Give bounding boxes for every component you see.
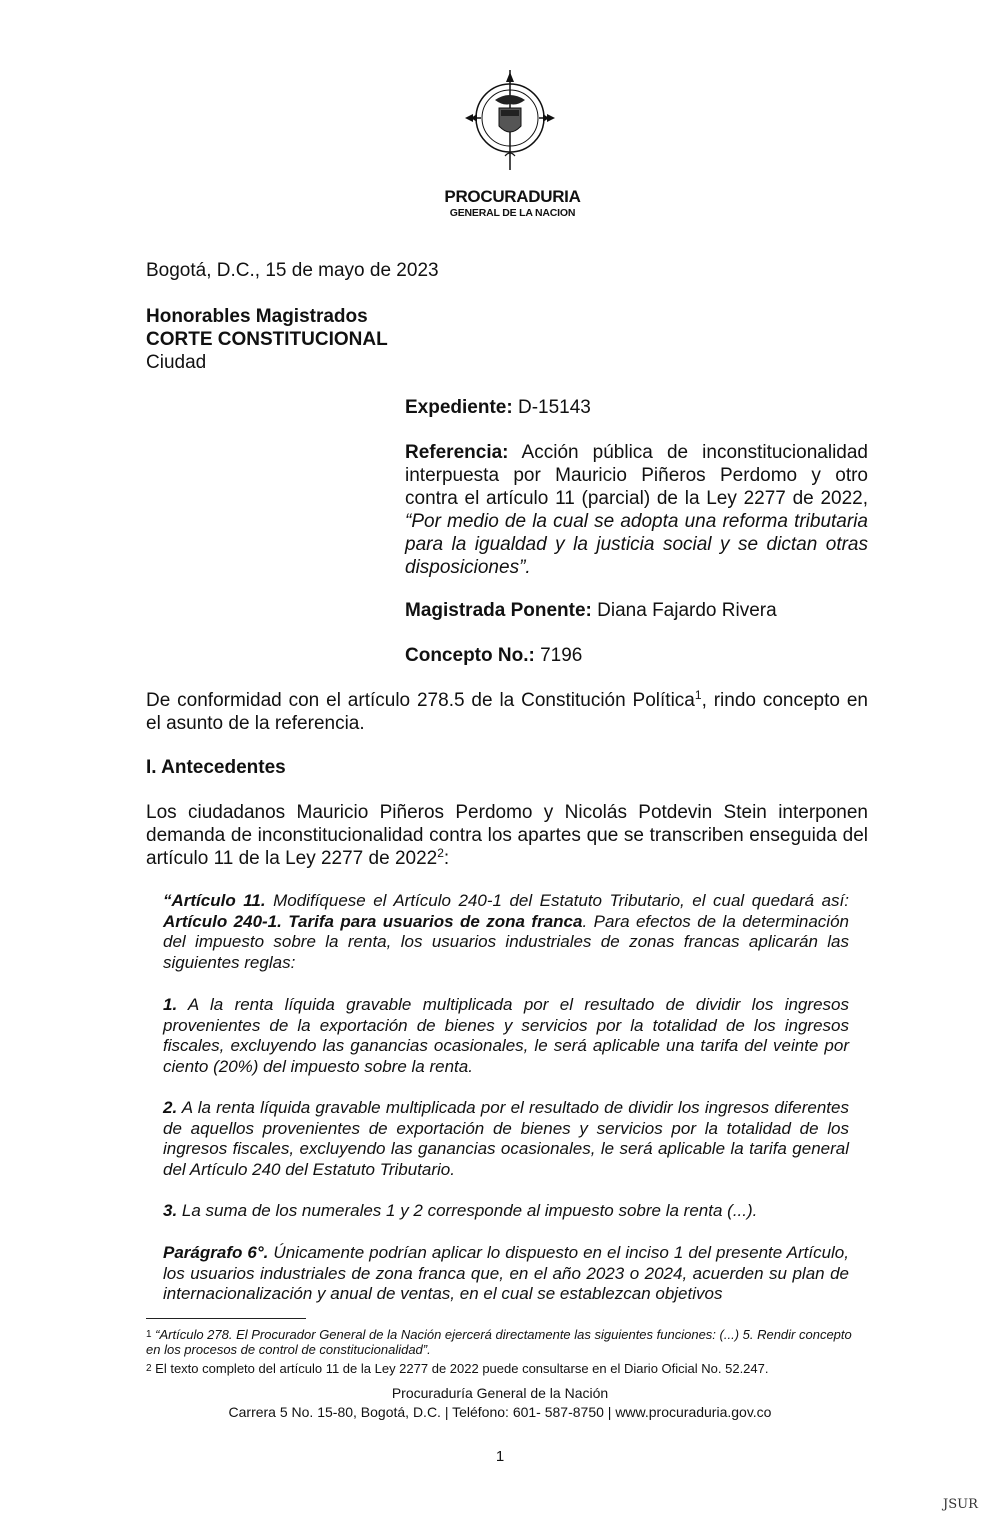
ponente-label: Magistrada Ponente: (405, 600, 592, 621)
quote-numeral-2 (163, 1098, 849, 1180)
quote-numeral-1 (163, 995, 849, 1077)
referencia-text: Acción pública de inconstitucionalidad interpuesta por Mauricio Piñeros Perdomo y otro contra el artículo 11 (parcial) de la Ley 2277 de 2022, (405, 442, 869, 509)
quote-intro (163, 891, 849, 973)
footnote-1-text: “Artículo 278. El Procurador General de la Nación ejercerá directamente las siguientes funciones: (...) 5. Rendir concepto en los procesos de control de constitucionalidad”. (146, 1327, 852, 1357)
handwritten-mark: JSUR (943, 1497, 978, 1512)
numeral-1-label: 1. (163, 995, 178, 1014)
paragrafo-6-label: Parágrafo 6°. (163, 1243, 269, 1262)
quote-article-label: “Artículo 11. (163, 891, 266, 910)
concepto-number (405, 644, 582, 667)
intro-text: De conformidad con el artículo 278.5 de la Constitución Política (146, 690, 695, 711)
antecedentes-text: Los ciudadanos Mauricio Piñeros Perdomo y Nicolás Potdevin Stein interponen demanda de inconstitucionalidad contra los apartes que se transcriben enseguida del artículo 11 de la Ley 2277 de 2022 (146, 802, 868, 869)
ponente-value: Diana Fajardo Rivera (597, 600, 777, 621)
numeral-3-text: La suma de los numerales 1 y 2 corresponde al impuesto sobre la renta (...). (177, 1201, 758, 1220)
expediente-label: Expediente: (405, 397, 513, 418)
footer-address: Carrera 5 No. 15-80, Bogotá, D.C. | Teléfono: 601- 587-8750 | www.procuraduria.gov.co (228, 1404, 772, 1420)
addressee-line2: CORTE CONSTITUCIONAL (146, 329, 388, 350)
footnote-separator (146, 1318, 306, 1319)
paragrafo-6-text: Únicamente podrían aplicar lo dispuesto en el inciso 1 del presente Artículo, los usuarios industriales de zona franca que, en el año 2023 o 2024, acuerden su plan de internacionalización y anual de ventas, en el cual se establezcan objetivos (163, 1243, 849, 1303)
date-line: Bogotá, D.C., 15 de mayo de 2023 (146, 260, 439, 281)
numeral-1-text: A la renta líquida gravable multiplicada por el resultado de dividir los ingresos provenientes de la exportación de bienes y servicios por la totalidad de los ingresos fiscales, excluyendo las ganancias ocasionales, le será aplicable una tarifa del veinte por ciento (20%) del impuesto sobre la renta. (163, 995, 849, 1076)
expediente (405, 396, 591, 419)
numeral-2-text: A la renta líquida gravable multiplicada por el resultado de dividir los ingresos diferentes de aquellos provenientes de exportación de bienes y servicios por la totalidad de los ingresos fiscales, excluyendo las ganancias ocasionales, le será aplicable la tarifa general del Artículo 240 del Estatuto Tributario. (163, 1098, 849, 1179)
quote-article-240-label: Artículo 240-1. Tarifa para usuarios de zona franca (163, 911, 583, 931)
addressee-line1: Honorables Magistrados (146, 306, 368, 327)
footnote-2-number: 2 (146, 1363, 152, 1374)
footnote-1 (146, 1327, 868, 1357)
institution-subname: GENERAL DE LA NACION (449, 207, 576, 219)
referencia-label: Referencia: (405, 442, 509, 463)
intro-text-end: , rindo concepto en el asunto de la referencia. (146, 690, 868, 734)
numeral-3-label: 3. (163, 1201, 178, 1220)
procuraduria-logo-icon (465, 70, 555, 180)
footer-institution: Procuraduría General de la Nación (391, 1385, 609, 1401)
quote-numeral-3 (163, 1201, 849, 1222)
section-heading: I. Antecedentes (146, 757, 286, 778)
concepto-value: 7196 (540, 645, 583, 666)
quote-article-text: Modifíquese el Artículo 240-1 del Estatuto Tributario, el cual quedará así: (265, 891, 849, 910)
quote-article-240-text: . Para efectos de la determinación del impuesto sobre la renta, los usuarios industriales de zonas francas aplicarán las siguientes reglas: (163, 911, 849, 972)
numeral-2-label: 2. (163, 1098, 178, 1117)
page-number: 1 (495, 1448, 505, 1465)
footnote-2-text: El texto completo del artículo 11 de la Ley 2277 de 2022 puede consultarse en el Diario Oficial No. 52.247. (151, 1361, 769, 1376)
footnote-ref-2: 2 (437, 846, 444, 860)
magistrada-ponente (405, 599, 777, 622)
quote-paragrafo-6 (163, 1243, 849, 1305)
antecedentes-end: : (443, 848, 450, 869)
footnote-2 (146, 1361, 868, 1376)
expediente-value: D-15143 (517, 397, 591, 418)
intro-paragraph (146, 689, 868, 735)
footnote-1-number: 1 (146, 1329, 152, 1340)
addressee-block (146, 305, 388, 374)
referencia (405, 441, 868, 579)
footnote-ref-1: 1 (694, 688, 702, 702)
addressee-city: Ciudad (146, 352, 207, 373)
concepto-label: Concepto No.: (405, 645, 535, 666)
institution-name: PROCURADURIA (444, 187, 581, 206)
referencia-title: “Por medio de la cual se adopta una reforma tributaria para la igualdad y la justicia social y se dictan otras disposiciones”. (405, 511, 868, 578)
antecedentes-paragraph (146, 801, 868, 870)
